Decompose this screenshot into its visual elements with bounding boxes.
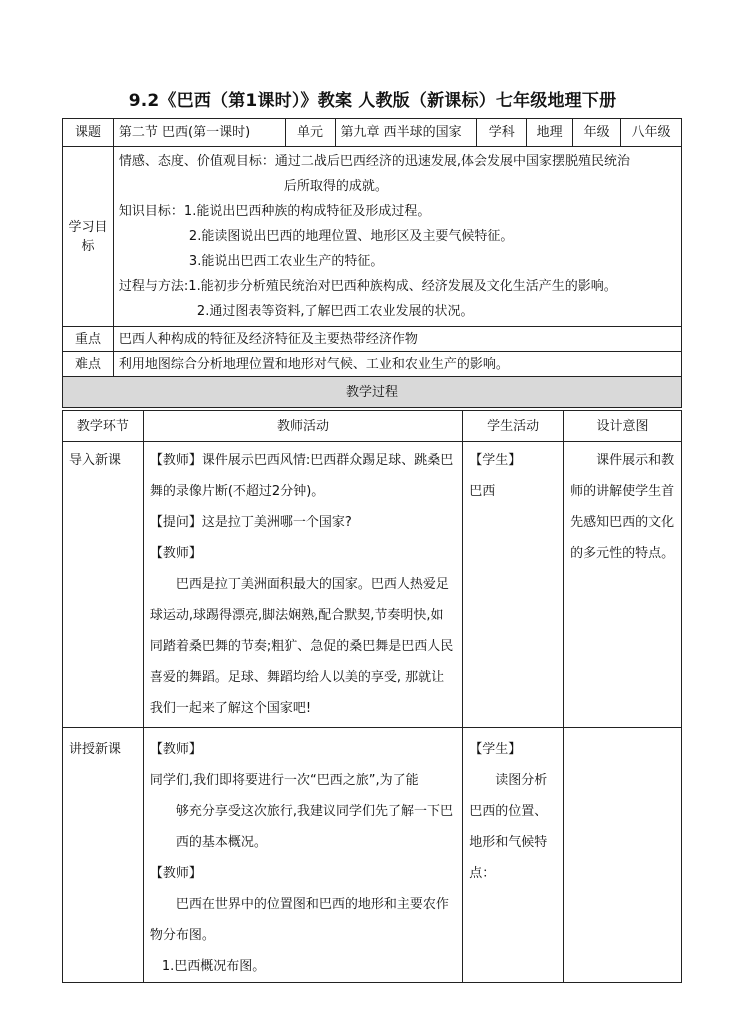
objective-line: 3.能说出巴西工农业生产的特征。: [188, 254, 384, 269]
student-line: 读图分析巴西的位置、地形和气候特点：: [469, 773, 548, 881]
teacher-line: 巴西是拉丁美洲面积最大的国家。巴西人热爱足球运动,球踢得漂亮,脚法娴熟,配合默契,节奏明快,如同踏着桑巴舞的节奏;粗犷、急促的桑巴舞是巴西人民喜爱的舞蹈。足球、舞蹈均给人以美的享受, 那就让我们一起来了解这个国家吧!: [149, 577, 454, 716]
objective-line: 2.通过图表等资料,了解巴西工农业发展的状况。: [196, 304, 474, 319]
key-point-value: 巴西人种构成的特征及经济特征及主要热带经济作物: [113, 327, 681, 352]
grade-label: 年级: [573, 119, 621, 147]
key-point-label: 重点: [63, 327, 114, 352]
objectives-label: 学习目标: [63, 147, 114, 327]
table-row: [63, 442, 682, 728]
stage-cell: [63, 728, 144, 983]
objective-line: 后所取得的成就。: [283, 179, 388, 194]
grade-value: 八年级: [621, 119, 682, 147]
process-table: [62, 410, 682, 983]
objective-line: 过程与方法:1.能初步分析殖民统治对巴西种族构成、经济发展及文化生活产生的影响。: [118, 279, 617, 294]
teacher-line: 1.巴西概况布图。: [161, 959, 266, 974]
info-table: [62, 118, 682, 408]
teacher-line: 【教师】课件展示巴西风情:巴西群众踢足球、跳桑巴舞的录像片断(不超过2分钟)。: [149, 453, 454, 499]
stage-text: 讲授新课: [69, 742, 122, 757]
header-teacher: 教师活动: [143, 411, 462, 442]
teacher-cell: [143, 728, 462, 983]
teacher-line: 【提问】这是拉丁美洲哪一个国家?: [149, 515, 352, 530]
objective-line: 知识目标：1.能说出巴西种族的构成特征及形成过程。: [118, 204, 431, 219]
student-cell: [463, 728, 564, 983]
teacher-line: 够充分享受这次旅行,我建议同学们先了解一下巴西的基本概况。: [175, 804, 453, 850]
document-title: 9.2《巴西（第1课时）》教案 人教版（新课标）七年级地理下册: [128, 91, 617, 111]
student-line: 巴西: [469, 484, 496, 499]
teacher-line: 【教师】: [149, 742, 202, 757]
stage-cell: [63, 442, 144, 728]
design-cell: [564, 442, 682, 728]
teacher-line: 【教师】: [149, 546, 202, 561]
subject-label: 学科: [477, 119, 527, 147]
teacher-line: 【教师】: [149, 866, 202, 881]
student-line: 【学生】: [469, 453, 522, 468]
header-student: 学生活动: [463, 411, 564, 442]
topic-value: 第二节 巴西(第一课时): [113, 119, 285, 147]
unit-label: 单元: [285, 119, 335, 147]
header-design: 设计意图: [564, 411, 682, 442]
objective-line: 情感、态度、价值观目标：通过二战后巴西经济的迅速发展,体会发展中国家摆脱殖民统治: [118, 154, 631, 169]
design-text: 课件展示和教师的讲解使学生首先感知巴西的文化的多元性的特点。: [570, 453, 675, 561]
header-stage: 教学环节: [63, 411, 144, 442]
difficulty-label: 难点: [63, 352, 114, 377]
teacher-cell: [143, 442, 462, 728]
objectives-content: [113, 147, 681, 327]
design-cell: [564, 728, 682, 983]
difficulty-value: 利用地图综合分析地理位置和地形对气候、工业和农业生产的影响。: [113, 352, 681, 377]
student-cell: [463, 442, 564, 728]
subject-value: 地理: [527, 119, 573, 147]
student-line: 【学生】: [469, 742, 522, 757]
teacher-line: 同学们,我们即将要进行一次“巴西之旅”,为了能: [149, 773, 419, 788]
teacher-line: 巴西在世界中的位置图和巴西的地形和主要农作物分布图。: [149, 897, 449, 943]
process-section-title: 教学过程: [63, 377, 682, 408]
table-row: [63, 728, 682, 983]
stage-text: 导入新课: [69, 453, 122, 468]
unit-value: 第九章 西半球的国家: [335, 119, 477, 147]
objective-line: 2.能读图说出巴西的地理位置、地形区及主要气候特征。: [188, 229, 514, 244]
topic-label: 课题: [63, 119, 114, 147]
